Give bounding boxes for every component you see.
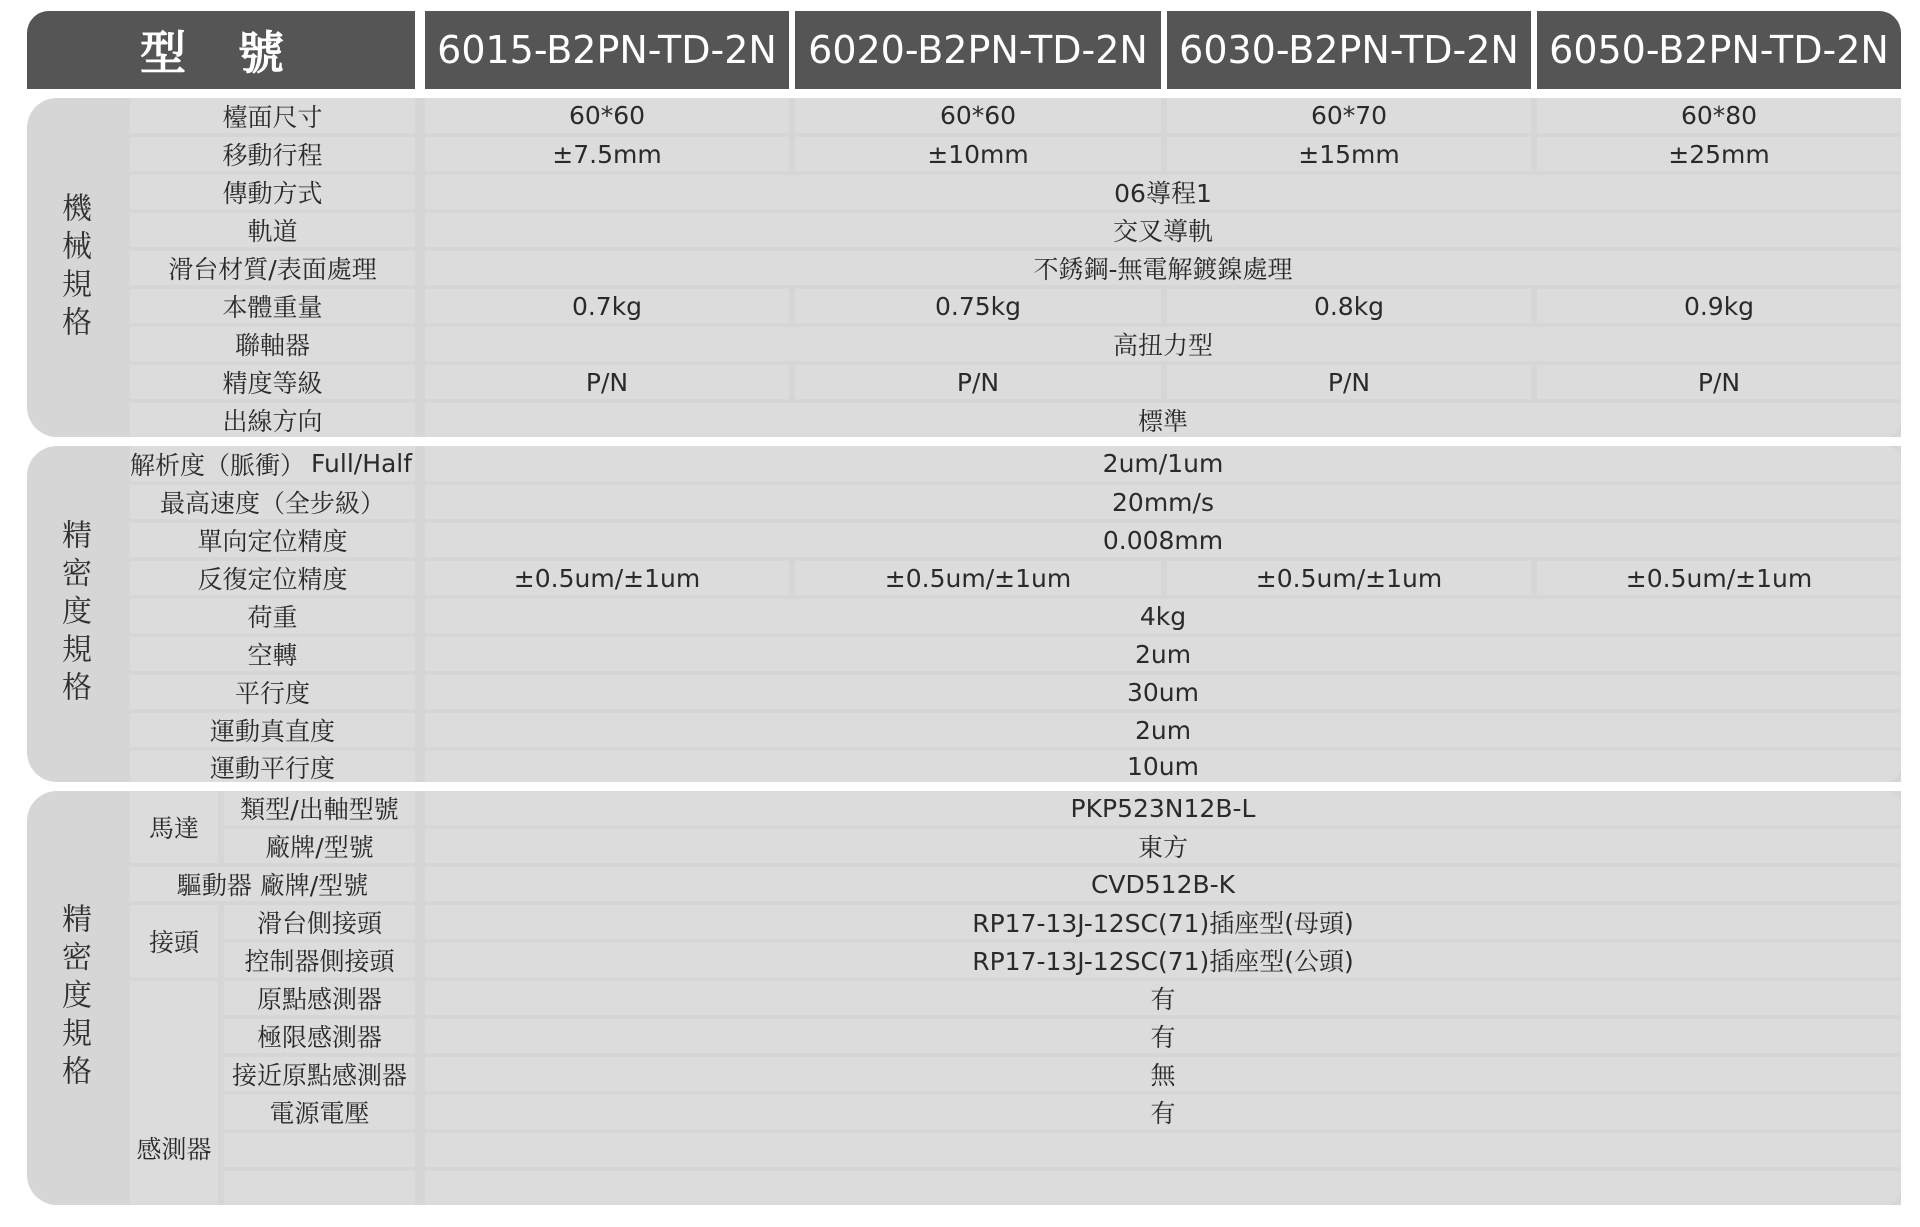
label-power-voltage: 電源電壓	[224, 1095, 415, 1129]
label-slide-connector: 滑台側接頭	[224, 905, 415, 939]
value-table-size-4: 60*80	[1537, 98, 1901, 133]
label-resolution-main: 解析度（脈衝）	[130, 450, 306, 480]
label-weight: 本體重量	[130, 289, 415, 323]
value-motor-brand: 東方	[425, 829, 1901, 863]
value-max-speed: 20mm/s	[425, 485, 1901, 519]
value-travel-2: ±10mm	[795, 137, 1161, 171]
value-material: 不銹鋼-無電解鍍鎳處理	[425, 251, 1901, 285]
header-model-3: 6030-B2PN-TD-2N	[1167, 11, 1531, 89]
label-motor-brand: 廠牌/型號	[224, 829, 415, 863]
label-connector-group: 接頭	[130, 905, 218, 977]
label-resolution	[130, 446, 415, 481]
value-grade-4: P/N	[1537, 365, 1901, 399]
value-weight-3: 0.8kg	[1167, 289, 1531, 323]
label-driver: 驅動器 廠牌/型號	[130, 867, 415, 901]
empty-value-1	[425, 1133, 1901, 1167]
value-slide-connector: RP17-13J-12SC(71)插座型(母頭)	[425, 905, 1901, 939]
value-origin-sensor: 有	[425, 981, 1901, 1015]
value-rail: 交叉導軌	[425, 213, 1901, 247]
label-travel: 移動行程	[130, 137, 415, 171]
value-near-origin-sensor: 無	[425, 1057, 1901, 1091]
value-limit-sensor: 有	[425, 1019, 1901, 1053]
value-travel-3: ±15mm	[1167, 137, 1531, 171]
value-parallelism: 30um	[425, 675, 1901, 709]
value-repeat-positioning-1: ±0.5um/±1um	[425, 561, 789, 595]
label-grade: 精度等級	[130, 365, 415, 399]
value-travel-1: ±7.5mm	[425, 137, 789, 171]
label-motor-group: 馬達	[130, 791, 218, 863]
label-straightness: 運動真直度	[130, 713, 415, 747]
value-uni-positioning: 0.008mm	[425, 523, 1901, 557]
value-weight-1: 0.7kg	[425, 289, 789, 323]
value-load: 4kg	[425, 599, 1901, 633]
value-coupling: 高扭力型	[425, 327, 1901, 361]
label-coupling: 聯軸器	[130, 327, 415, 361]
empty-label-1	[224, 1133, 415, 1167]
value-grade-3: P/N	[1167, 365, 1531, 399]
group-mechanical-label: 機械規格	[56, 191, 91, 344]
label-table-size: 檯面尺寸	[130, 98, 415, 133]
value-cable: 標準	[425, 403, 1901, 437]
label-sensor-group: 感測器	[130, 981, 218, 1205]
label-near-origin-sensor: 接近原點感測器	[224, 1057, 415, 1091]
label-load: 荷重	[130, 599, 415, 633]
label-motion-parallelism: 運動平行度	[130, 751, 415, 782]
value-power-voltage: 有	[425, 1095, 1901, 1129]
value-backlash: 2um	[425, 637, 1901, 671]
label-origin-sensor: 原點感測器	[224, 981, 415, 1015]
label-controller-connector: 控制器側接頭	[224, 943, 415, 977]
value-table-size-3: 60*70	[1167, 98, 1531, 133]
label-backlash: 空轉	[130, 637, 415, 671]
empty-value-2	[425, 1171, 1901, 1205]
group-precision-label: 精密度規格	[56, 519, 91, 709]
value-controller-connector: RP17-13J-12SC(71)插座型(公頭)	[425, 943, 1901, 977]
value-weight-4: 0.9kg	[1537, 289, 1901, 323]
label-limit-sensor: 極限感測器	[224, 1019, 415, 1053]
label-rail: 軌道	[130, 213, 415, 247]
header-model-1: 6015-B2PN-TD-2N	[425, 11, 789, 89]
label-cable: 出線方向	[130, 403, 415, 437]
label-resolution-mode: Full/Half	[311, 449, 413, 478]
value-straightness: 2um	[425, 713, 1901, 747]
group-electrical-label: 精密度規格	[56, 903, 91, 1093]
value-table-size-1: 60*60	[425, 98, 789, 133]
value-weight-2: 0.75kg	[795, 289, 1161, 323]
label-max-speed: 最高速度（全步級）	[130, 485, 415, 519]
value-travel-4: ±25mm	[1537, 137, 1901, 171]
value-grade-1: P/N	[425, 365, 789, 399]
value-drive: 06導程1	[425, 175, 1901, 209]
label-motor-type: 類型/出軸型號	[224, 791, 415, 825]
label-parallelism: 平行度	[130, 675, 415, 709]
empty-label-2	[224, 1171, 415, 1205]
value-motor-type: PKP523N12B-L	[425, 791, 1901, 825]
header-model-4: 6050-B2PN-TD-2N	[1537, 11, 1901, 89]
value-resolution: 2um/1um	[425, 446, 1901, 481]
value-grade-2: P/N	[795, 365, 1161, 399]
label-repeat-positioning: 反復定位精度	[130, 561, 415, 595]
value-motion-parallelism: 10um	[425, 751, 1901, 782]
header-title: 型 號	[27, 11, 415, 89]
value-repeat-positioning-2: ±0.5um/±1um	[795, 561, 1161, 595]
header-model-2: 6020-B2PN-TD-2N	[795, 11, 1161, 89]
label-material: 滑台材質/表面處理	[130, 251, 415, 285]
value-driver: CVD512B-K	[425, 867, 1901, 901]
value-table-size-2: 60*60	[795, 98, 1161, 133]
label-drive: 傳動方式	[130, 175, 415, 209]
value-repeat-positioning-4: ±0.5um/±1um	[1537, 561, 1901, 595]
value-repeat-positioning-3: ±0.5um/±1um	[1167, 561, 1531, 595]
label-uni-positioning: 單向定位精度	[130, 523, 415, 557]
